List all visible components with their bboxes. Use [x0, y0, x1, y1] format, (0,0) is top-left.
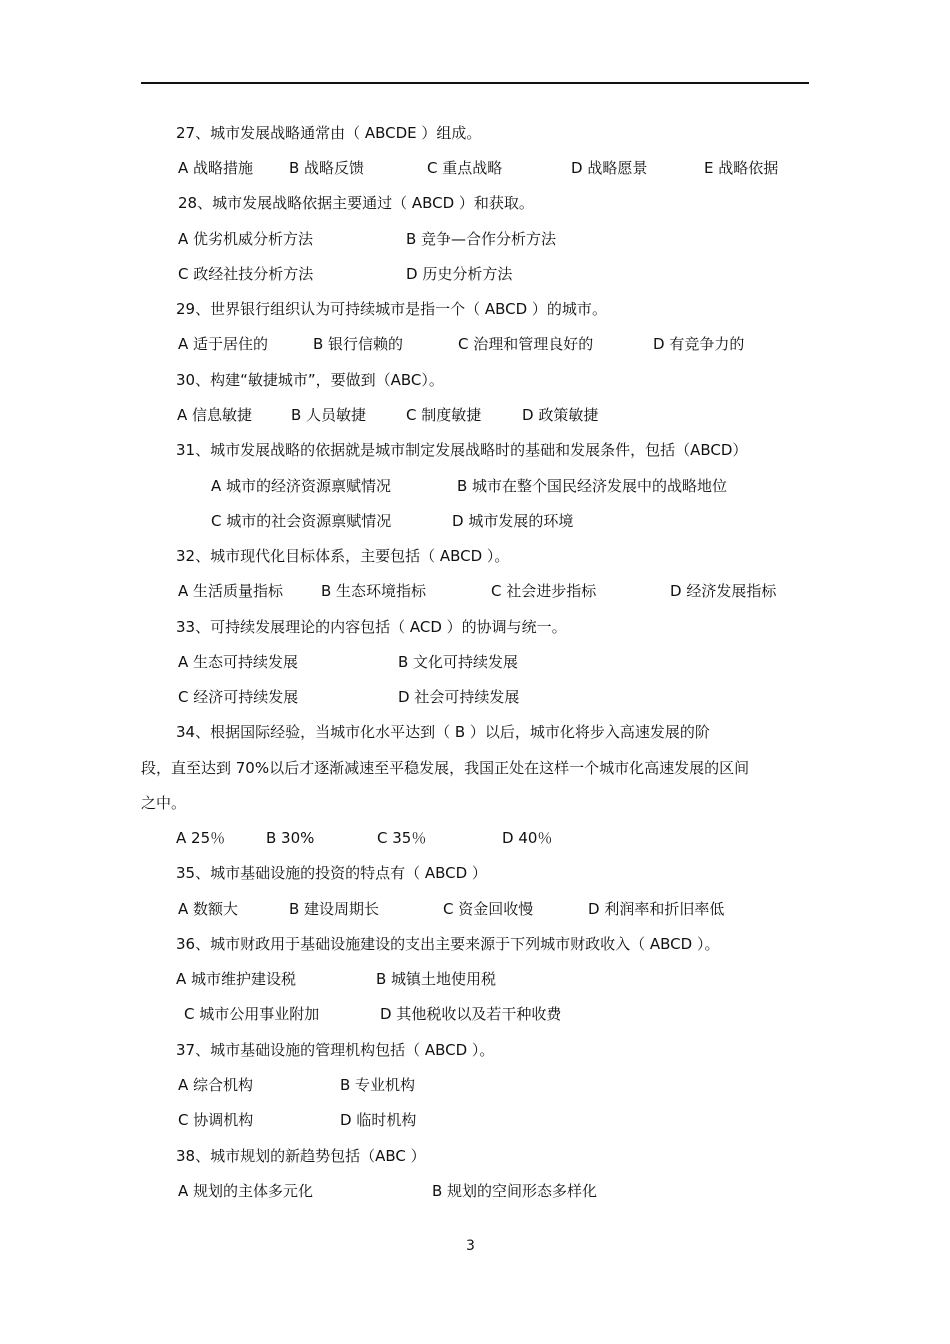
question-30-stem: 30、构建“敏捷城市”，要做到（ABC）。 [176, 371, 444, 389]
q32-option-d: D 经济发展指标 [670, 582, 777, 600]
question-31-stem: 31、城市发展战略的依据就是城市制定发展战略时的基础和发展条件，包括（ABCD） [176, 441, 748, 459]
q31-option-c: C 城市的社会资源禀赋情况 [211, 512, 392, 530]
question-36-stem: 36、城市财政用于基础设施建设的支出主要来源于下列城市财政收入（ ABCD ）。 [176, 935, 720, 953]
q33-option-c: C 经济可持续发展 [178, 688, 299, 706]
q29-option-c: C 治理和管理良好的 [458, 335, 594, 353]
question-34-stem-line3: 之中。 [141, 794, 187, 812]
question-34-stem-line1: 34、根据国际经验，当城市化水平达到（ B ）以后，城市化将步入高速发展的阶 [176, 723, 710, 741]
q35-option-c: C 资金回收慢 [443, 900, 534, 918]
q33-option-b: B 文化可持续发展 [398, 653, 519, 671]
question-29-stem: 29、世界银行组织认为可持续城市是指一个（ ABCD ）的城市。 [176, 300, 607, 318]
q38-option-a: A 规划的主体多元化 [178, 1182, 314, 1200]
q34-option-d: D 40％ [502, 829, 553, 847]
q30-option-a: A 信息敏捷 [177, 406, 253, 424]
page-number: 3 [466, 1238, 475, 1254]
q35-option-b: B 建设周期长 [289, 900, 380, 918]
q30-option-c: C 制度敏捷 [406, 406, 482, 424]
q35-option-d: D 利润率和折旧率低 [588, 900, 725, 918]
q30-option-b: B 人员敏捷 [291, 406, 367, 424]
header-rule [141, 82, 809, 84]
q37-option-d: D 临时机构 [340, 1111, 417, 1129]
question-34-stem-line2: 段，直至达到 70%以后才逐渐减速至平稳发展，我国正处在这样一个城市化高速发展的区间 [141, 759, 750, 777]
q28-option-a: A 优劣机威分析方法 [178, 230, 314, 248]
q33-option-a: A 生态可持续发展 [178, 653, 299, 671]
q29-option-d: D 有竞争力的 [653, 335, 745, 353]
q38-option-b: B 规划的空间形态多样化 [432, 1182, 598, 1200]
question-32-stem: 32、城市现代化目标体系，主要包括（ ABCD ）。 [176, 547, 510, 565]
question-27-stem: 27、城市发展战略通常由（ ABCDE ）组成。 [176, 124, 482, 142]
q32-option-b: B 生态环境指标 [321, 582, 427, 600]
question-28-stem: 28、城市发展战略依据主要通过（ ABCD ）和获取。 [178, 194, 534, 212]
q27-option-d: D 战略愿景 [571, 159, 648, 177]
q37-option-c: C 协调机构 [178, 1111, 254, 1129]
question-38-stem: 38、城市规划的新趋势包括（ABC ） [176, 1147, 426, 1165]
q27-option-a: A 战略措施 [178, 159, 254, 177]
q28-option-c: C 政经社技分析方法 [178, 265, 314, 283]
q34-option-c: C 35％ [377, 829, 427, 847]
q29-option-a: A 适于居住的 [178, 335, 269, 353]
q27-option-e: E 战略依据 [704, 159, 779, 177]
q34-option-a: A 25％ [176, 829, 226, 847]
q31-option-a: A 城市的经济资源禀赋情况 [211, 477, 392, 495]
q36-option-b: B 城镇土地使用税 [376, 970, 497, 988]
q36-option-a: A 城市维护建设税 [176, 970, 297, 988]
question-35-stem: 35、城市基础设施的投资的特点有（ ABCD ） [176, 864, 487, 882]
q28-option-d: D 历史分析方法 [406, 265, 513, 283]
q32-option-c: C 社会进步指标 [491, 582, 597, 600]
q33-option-d: D 社会可持续发展 [398, 688, 520, 706]
question-37-stem: 37、城市基础设施的管理机构包括（ ABCD ）。 [176, 1041, 495, 1059]
q31-option-b: B 城市在整个国民经济发展中的战略地位 [457, 477, 728, 495]
q32-option-a: A 生活质量指标 [178, 582, 284, 600]
q34-option-b: B 30% [266, 829, 315, 847]
q36-option-d: D 其他税收以及若干种收费 [380, 1005, 562, 1023]
q36-option-c: C 城市公用事业附加 [184, 1005, 320, 1023]
q27-option-b: B 战略反馈 [289, 159, 365, 177]
question-33-stem: 33、可持续发展理论的内容包括（ ACD ）的协调与统一。 [176, 618, 567, 636]
q30-option-d: D 政策敏捷 [522, 406, 599, 424]
q35-option-a: A 数额大 [178, 900, 239, 918]
q29-option-b: B 银行信赖的 [313, 335, 404, 353]
q37-option-a: A 综合机构 [178, 1076, 254, 1094]
q27-option-c: C 重点战略 [427, 159, 503, 177]
q37-option-b: B 专业机构 [340, 1076, 416, 1094]
q28-option-b: B 竞争—合作分析方法 [406, 230, 557, 248]
q31-option-d: D 城市发展的环境 [452, 512, 574, 530]
